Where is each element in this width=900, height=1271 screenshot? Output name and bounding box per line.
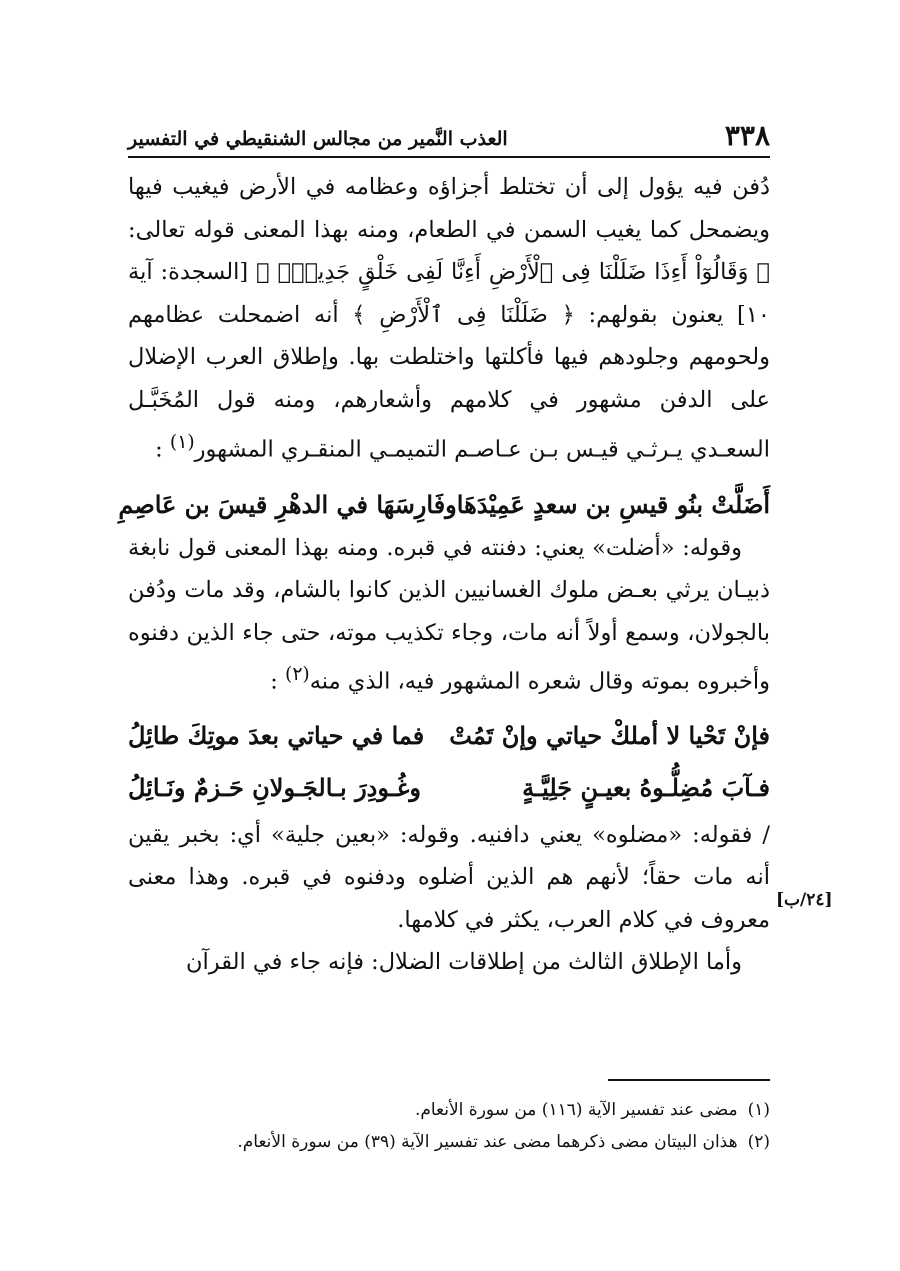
- page-body: [118, 166, 770, 984]
- verse-2-second-hemistich: فما في حياتي بعدَ موتِكَ طائِلُ: [128, 720, 425, 750]
- poem-verse-3: [128, 766, 770, 810]
- paragraph-1: [128, 166, 770, 471]
- paragraph-2-colon: :: [270, 668, 278, 695]
- verse-3-first-hemistich: فـآبَ مُضِلُّـوهُ بعيـنٍ جَلِيَّـةٍ: [522, 772, 770, 802]
- footnote-1-number: (١): [747, 1100, 770, 1120]
- page-header: [128, 112, 770, 158]
- running-title: العذب النَّمير من مجالس الشنقيطي في التفسير: [128, 128, 508, 150]
- footnote-2: [128, 1126, 770, 1158]
- footnote-separator: [608, 1079, 770, 1081]
- paragraph-3: / فقوله: «مضلوه» يعني دافنيه. وقوله: «بعين جلية» أي: بخبر يقين أنه مات حقاً؛ لأنهم هم الذين أضلوه ودفنوه في قبره. وهذا معنى معروف في كلام العرب، يكثر في كلامها.: [128, 821, 770, 933]
- page-number: ٣٣٨: [724, 119, 770, 152]
- footnote-2-number: (٢): [747, 1132, 770, 1152]
- footnote-2-text: هذان البيتان مضى ذكرهما مضى عند تفسير الآية (٣٩) من سورة الأنعام.: [237, 1132, 738, 1152]
- verse-1-first-hemistich: أَضَلَّتْ بنُو قيسِ بن سعدٍ عَمِيْدَهَا: [456, 489, 770, 519]
- verse-1-second-hemistich: وفَارِسَهَا في الدهْرِ قيسَ بن عَاصِمِ: [118, 489, 457, 519]
- verse-2-first-hemistich: فإنْ تَحْيا لا أملكْ حياتي وإنْ تَمُتْ: [449, 720, 770, 750]
- paragraph-1-colon: :: [155, 436, 163, 463]
- paragraph-2: [128, 527, 770, 704]
- paragraph-4: وأما الإطلاق الثالث من إطلاقات الضلال: فإنه جاء في القرآن: [186, 949, 742, 976]
- paragraph-1-text: دُفن فيه يؤول إلى أن تختلط أجزاؤه وعظامه في الأرض فيغيب فيها ويضمحل كما يغيب السمن في الطعام، ومنه بهذا المعنى قوله تعالى: ﴿ وَقَالُوٓاْ أَءِذَا ضَلَلْنَا فِى ٱلْأَرْضِ أَءِنَّا لَفِى خَلْقٍ جَدِيدٍۭ ﴾ [السجدة: آية ١٠] يعنون بقولهم: ﴿ ضَلَلْنَا فِى ٱلْأَرْضِ ﴾ أنه اضمحلت عظامهم ولحومهم وجلودهم فيها فأكلتها واختلطت بها. وإطلاق العرب الإضلال على الدفن مشهور في كلامهم وأشعارهم، ومنه قول المُخَبَّـل السعـدي يـرثـي قيـس بـن عـاصـم التميمـي المنقـري المشهور: [128, 174, 770, 463]
- poem-verse-2: [128, 714, 770, 758]
- footnote-1: [128, 1094, 770, 1126]
- manuscript-folio-marker: [٢٤/ب]: [776, 890, 833, 910]
- footnote-1-text: مضى عند تفسير الآية (١١٦) من سورة الأنعام.: [414, 1100, 738, 1120]
- poem-verse-1: [118, 483, 770, 527]
- footnotes: [128, 1094, 770, 1158]
- paragraph-2-text: وقوله: «أضلت» يعني: دفنته في قبره. ومنه بهذا المعنى قول نابغة ذبيـان يرثي بعـض ملوك الغسانيين الذين كانوا بالشام، وقد مات ودُفن بالجولان، وسمع أولاً أنه مات، وجاء تكذيب موته، حتى جاء الذين دفنوه وأخبروه بموته وقال شعره المشهور فيه، الذي منه: [128, 534, 770, 695]
- footnote-ref-1: (١): [169, 431, 195, 453]
- verse-3-second-hemistich: وغُـودِرَ بـالجَـولانِ حَـزمٌ ونَـائِلُ: [128, 772, 421, 802]
- footnote-ref-2: (٢): [285, 664, 310, 686]
